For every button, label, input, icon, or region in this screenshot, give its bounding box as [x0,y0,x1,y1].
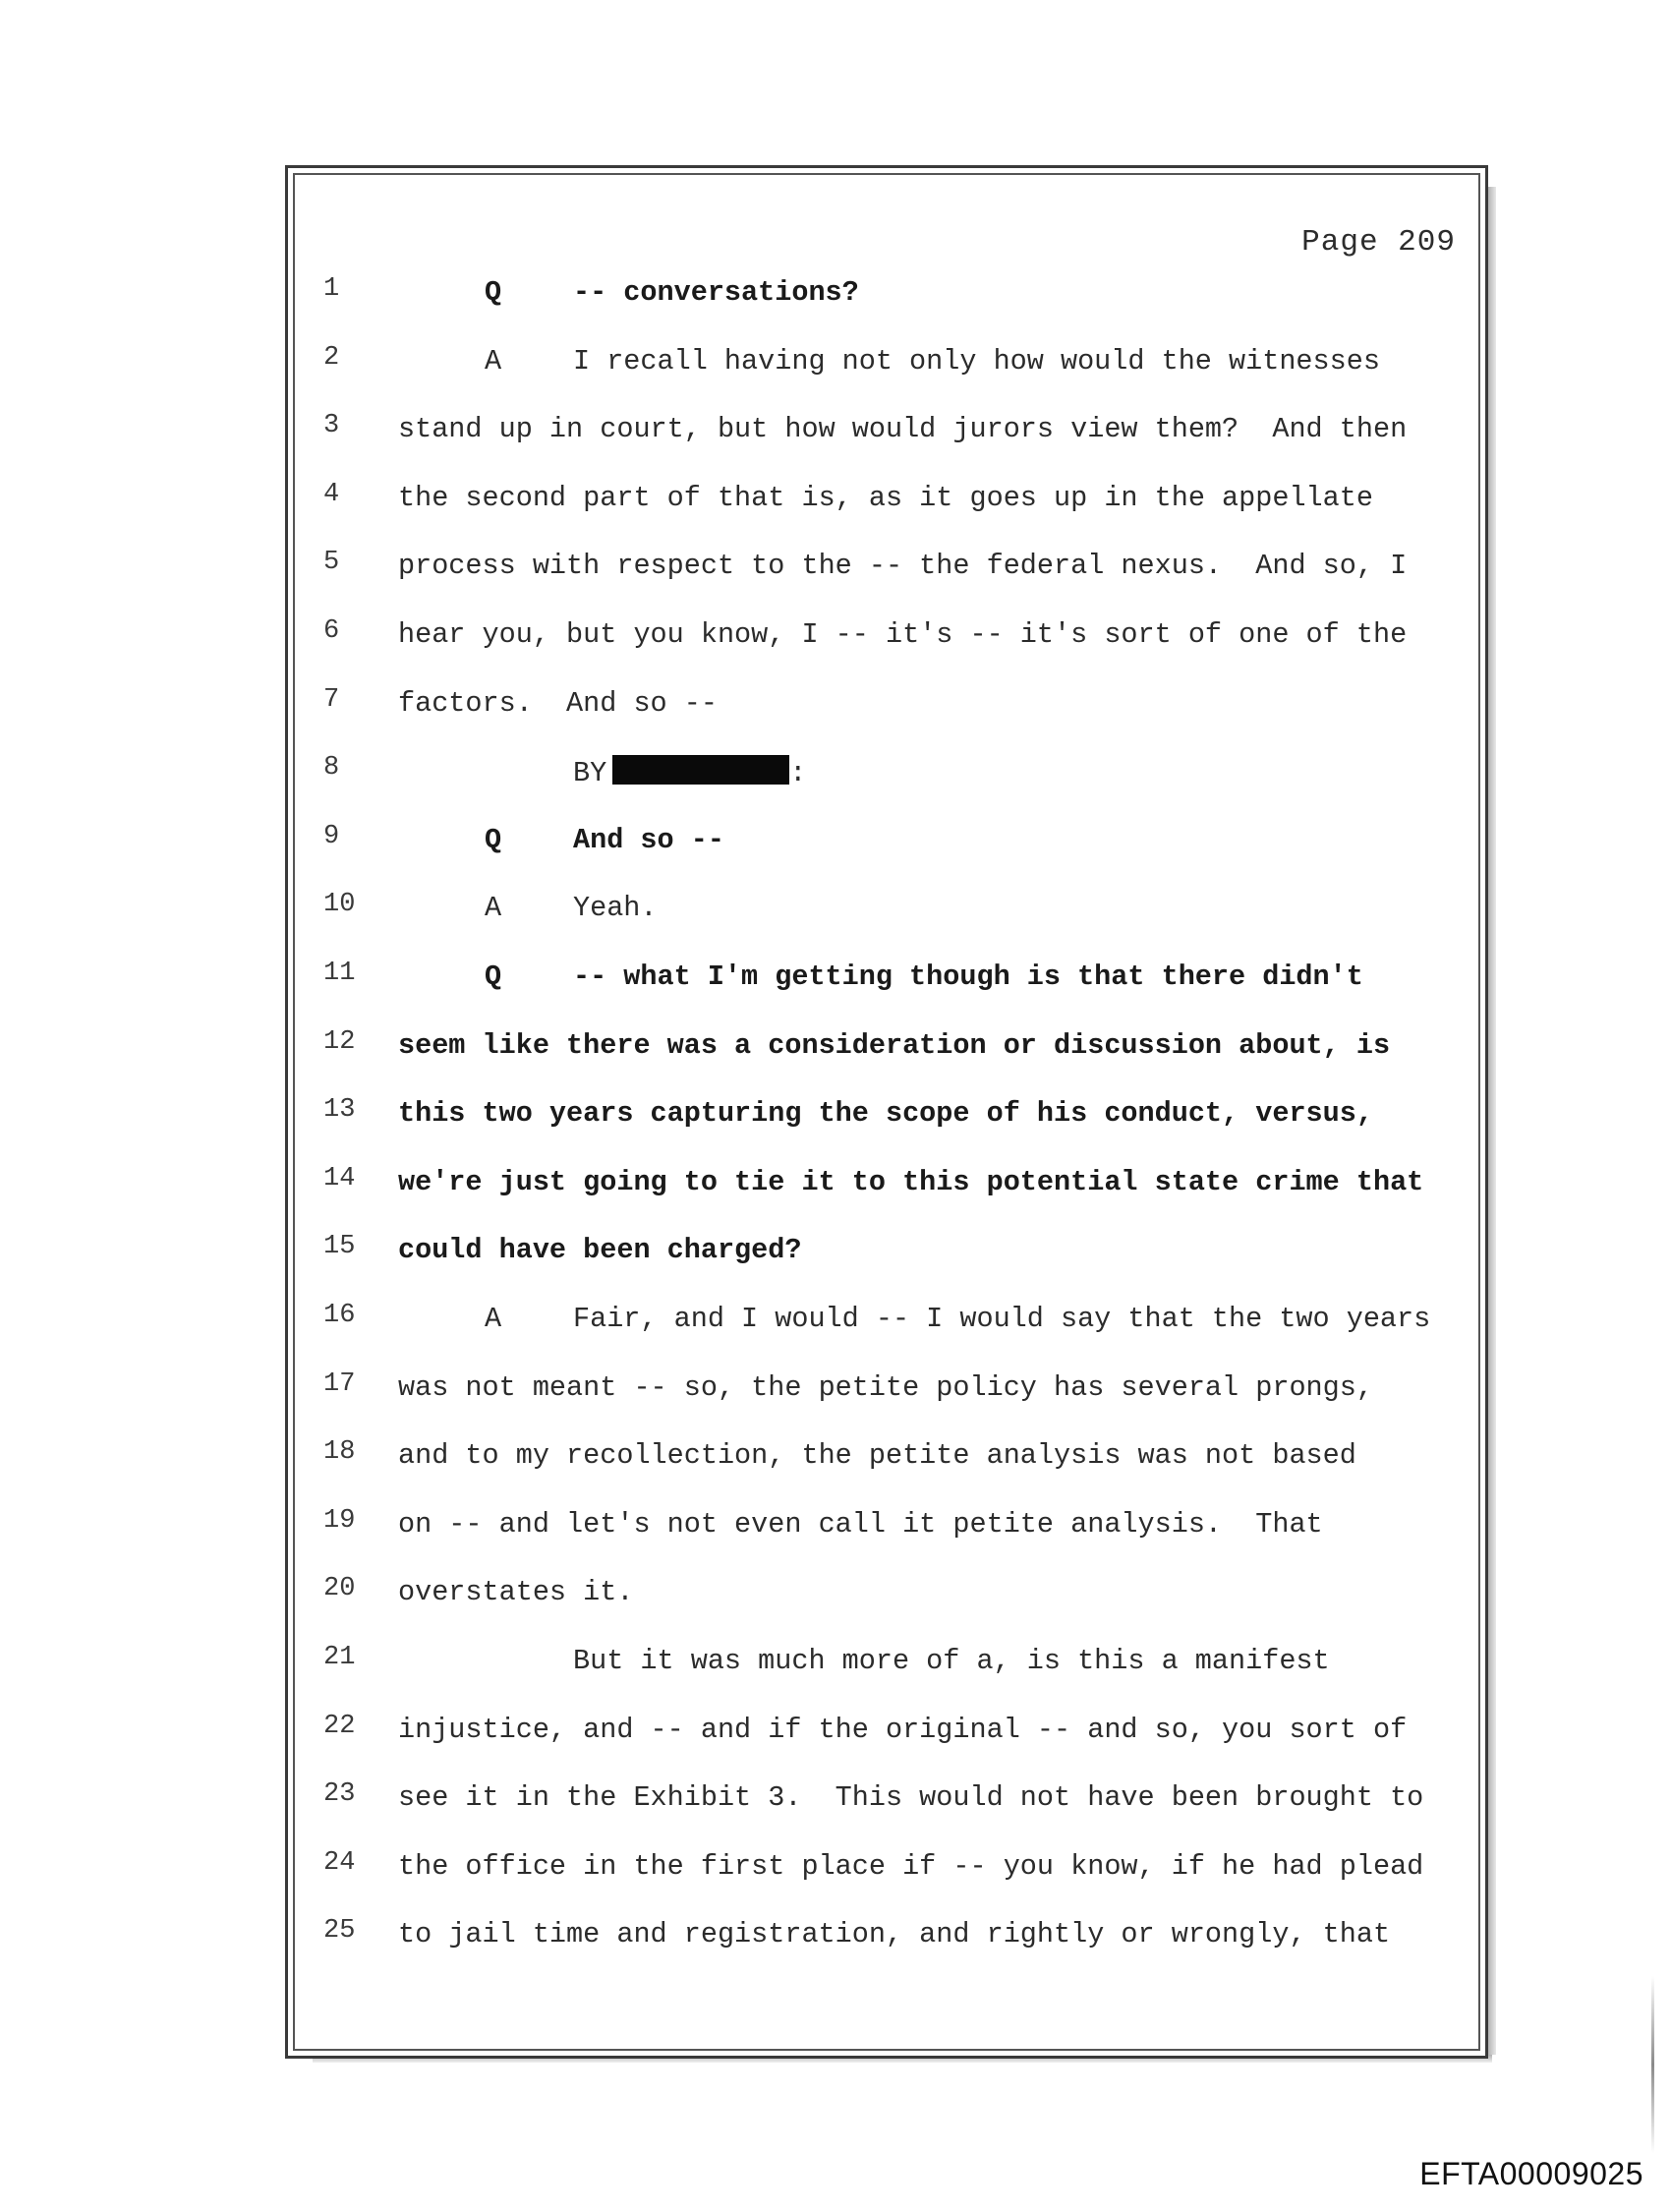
line-text [398,413,1407,445]
line-text-content: the office in the first place if -- you know, if he had plead [398,1849,1424,1883]
line-suffix: : [789,757,807,790]
line-text-content: the second part of that is, as it goes up in the appellate [398,481,1373,514]
line-text [398,550,1407,582]
transcript-line [288,1916,1485,1975]
line-number: 16 [323,1301,356,1330]
line-text [398,1781,1423,1814]
transcript-line [288,1164,1485,1223]
line-text-content: But it was much more of a, is this a manifest [573,1645,1330,1677]
transcript-line [288,685,1485,744]
speaker-label: Q [485,960,502,993]
line-number: 10 [323,890,356,920]
transcript-line [288,548,1485,607]
transcript-line [288,1301,1485,1360]
line-text-content: Yeah. [573,892,658,925]
line-text [398,687,718,720]
line-number: 24 [323,1847,356,1878]
line-text-content: factors. And so -- [398,686,718,720]
redaction-box [612,755,789,785]
transcript-line [288,1643,1485,1702]
speaker-label: A [485,344,502,378]
line-number: 13 [323,1095,356,1126]
line-text-content: -- what I'm getting though is that there didn't [573,960,1363,993]
transcript-line [288,753,1485,812]
transcript-line [288,1848,1485,1907]
line-number: 14 [323,1163,356,1193]
line-text [398,1166,1423,1198]
document-id: EFTA00009025 [1419,2156,1643,2191]
line-text-content: I recall having not only how would the witnesses [573,344,1380,378]
line-text-content: this two years capturing the scope of his conduct, versus, [398,1097,1373,1131]
line-text [398,1097,1373,1130]
line-text-content: BY [573,757,607,790]
line-number: 20 [323,1574,356,1604]
line-text [573,1645,1330,1677]
line-text-content: -- conversations? [573,276,859,309]
line-text [398,618,1407,651]
transcript-line [288,274,1485,333]
transcript-page [285,165,1488,2059]
line-number: 3 [323,411,340,441]
transcript-line [288,1232,1485,1291]
line-number: 11 [323,959,356,988]
line-text [398,482,1373,514]
line-text-content: overstates it. [398,1576,634,1609]
line-text [573,1303,1430,1335]
line-text-content: injustice, and -- and if the original -- and so, you sort of [398,1713,1408,1746]
transcript-line [288,480,1485,539]
transcript-line [288,411,1485,470]
line-text [398,1439,1356,1472]
speaker-label: A [485,892,502,925]
line-text [398,1234,801,1266]
line-text [573,824,724,856]
transcript-line [288,959,1485,1018]
line-number: 8 [323,753,340,784]
line-text-content: and to my recollection, the petite analysis was not based [398,1439,1356,1473]
transcript-line [288,616,1485,675]
transcript-line [288,1506,1485,1565]
transcript-line [288,822,1485,881]
line-number: 22 [323,1711,356,1741]
line-number: 7 [323,684,340,715]
line-text [573,345,1380,378]
line-number: 12 [323,1026,356,1057]
scan-edge-mark [1651,1976,1654,2153]
line-number: 23 [323,1779,356,1810]
transcript-line [288,343,1485,402]
transcript-line [288,1027,1485,1086]
line-text-content: on -- and let's not even call it petite analysis. That [398,1507,1323,1541]
transcript-line [288,1095,1485,1154]
line-number: 1 [323,274,340,304]
line-text-content: was not meant -- so, the petite policy has several prongs, [398,1370,1373,1404]
line-text [398,1371,1373,1404]
line-text-content: we're just going to tie it to this potential state crime that [398,1165,1424,1198]
line-text [398,1508,1323,1541]
line-number: 9 [323,821,340,851]
line-text [573,755,806,789]
transcript-line [288,1779,1485,1838]
line-number: 5 [323,548,340,578]
line-number: 15 [323,1232,356,1262]
line-text-content: process with respect to the -- the federal nexus. And so, I [398,550,1408,583]
line-text-content: hear you, but you know, I -- it's -- it's sort of one of the [398,618,1408,651]
transcript-line [288,1574,1485,1633]
line-text [398,1576,633,1608]
line-number: 19 [323,1505,356,1536]
line-text-content: And so -- [573,823,724,856]
line-number: 21 [323,1643,356,1672]
line-number: 18 [323,1437,356,1468]
line-text-content: seem like there was a consideration or discussion about, is [398,1028,1391,1062]
transcript-line [288,1437,1485,1496]
line-number: 25 [323,1916,356,1947]
line-text-content: see it in the Exhibit 3. This would not have been brought to [398,1781,1424,1815]
speaker-label: Q [485,276,502,309]
line-text [573,960,1363,993]
line-text [398,1850,1423,1883]
line-text [398,1714,1407,1746]
line-number: 17 [323,1368,356,1399]
line-text [573,276,859,309]
line-number: 6 [323,616,340,646]
line-number: 2 [323,342,340,373]
line-text [398,1029,1390,1062]
transcript-line [288,1712,1485,1771]
line-text-content: to jail time and registration, and rightly or wrongly, that [398,1918,1391,1951]
line-number: 4 [323,479,340,509]
line-text-content: Fair, and I would -- I would say that the two years [573,1303,1431,1335]
speaker-label: A [485,1303,502,1335]
line-text-content: stand up in court, but how would jurors view them? And then [398,413,1408,446]
transcript-line [288,890,1485,949]
line-text-content: could have been charged? [398,1234,802,1267]
transcript-line [288,1369,1485,1428]
page-number: Page 209 [1301,225,1456,260]
line-text [573,892,658,924]
line-text [398,1918,1390,1950]
speaker-label: Q [485,823,502,856]
